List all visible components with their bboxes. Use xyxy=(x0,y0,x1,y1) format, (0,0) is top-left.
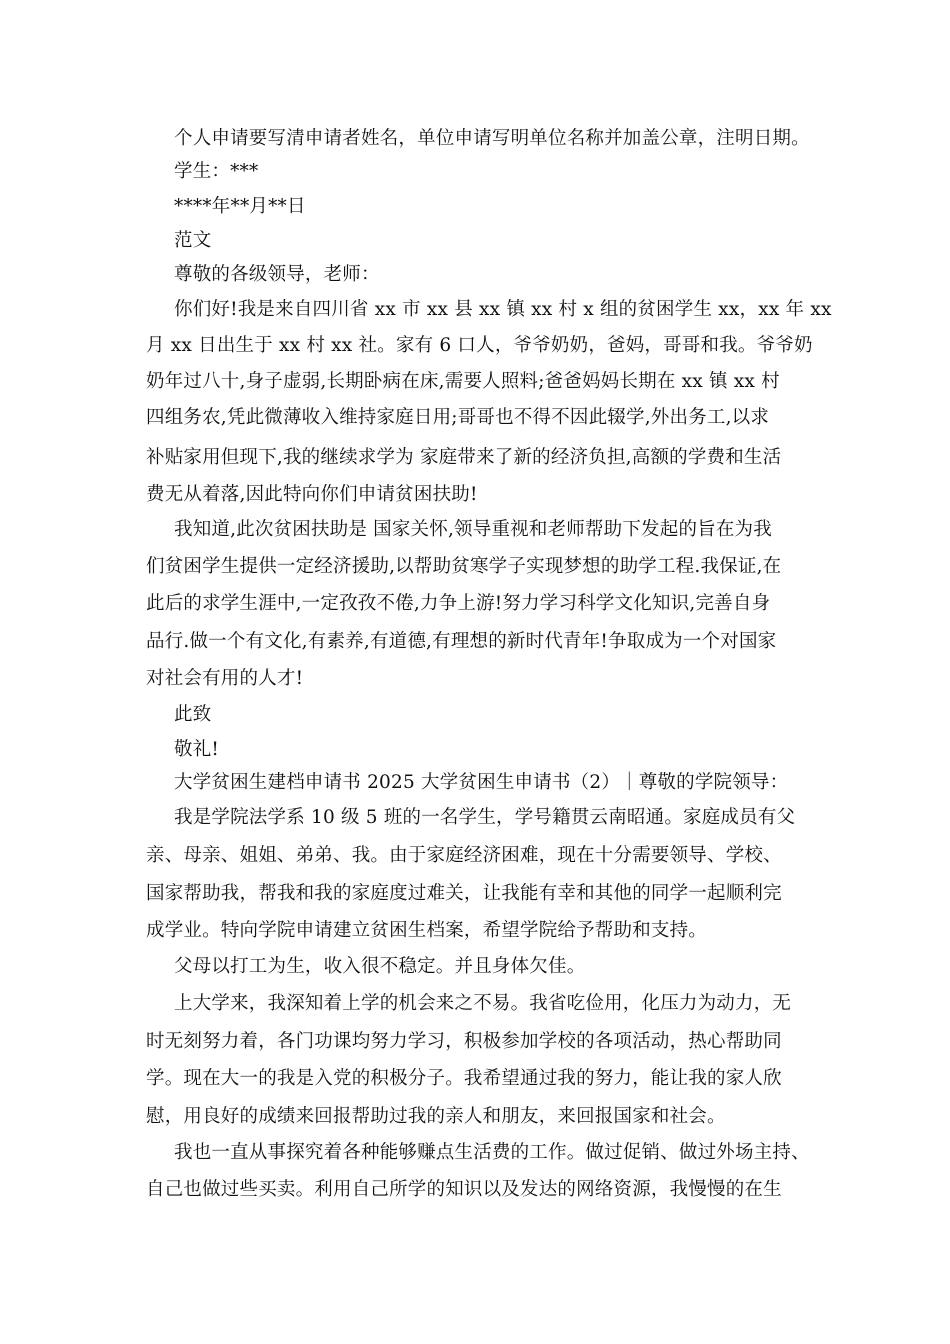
text-line: 敬礼! xyxy=(174,739,220,760)
text-line: 上大学来，我深知着上学的机会来之不易。我省吃俭用，化压力为动力，无 xyxy=(174,993,792,1014)
text-line: 品行.做一个有文化,有素养,有道德,有理想的新时代青年!争取成为一个对国家 xyxy=(146,631,777,652)
text-line: 学。现在大一的我是入党的积极分子。我希望通过我的努力，能让我的家人欣 xyxy=(146,1068,782,1089)
text-line: 学生：*** xyxy=(174,161,259,182)
text-line: 对社会有用的人才! xyxy=(146,668,304,689)
text-line: 奶年过八十,身子虚弱,长期卧病在床,需要人照料;爸爸妈妈长期在 xx 镇 xx 村 xyxy=(146,371,780,392)
section-heading: 大学贫困生建档申请书 2025 大学贫困生申请书（2）｜尊敬的学院领导： xyxy=(174,772,789,793)
text-line: 费无从着落,因此特向你们申请贫困扶助! xyxy=(146,484,478,505)
text-line: 父母以打工为生，收入很不稳定。并且身体欠佳。 xyxy=(174,956,586,977)
text-line: 我也一直从事探究着各种能够赚点生活费的工作。做过促销、做过外场主持、 xyxy=(174,1142,810,1163)
text-line: 们贫困学生提供一定经济援助,以帮助贫寒学子实现梦想的助学工程.我保证,在 xyxy=(146,556,782,577)
text-line: 此后的求学生涯中,一定孜孜不倦,力争上游!努力学习科学文化知识,完善自身 xyxy=(146,593,771,614)
text-line: 此致 xyxy=(174,704,212,725)
text-line: 四组务农,凭此微薄收入维持家庭日用;哥哥也不得不因此辍学,外出务工,以求 xyxy=(146,407,770,428)
text-line: 成学业。特向学院申请建立贫困生档案，希望学院给予帮助和支持。 xyxy=(146,920,708,941)
text-line: 时无刻努力着，各门功课均努力学习，积极参加学校的各项活动，热心帮助同 xyxy=(146,1031,782,1052)
text-line: 我是学院法学系 10 级 5 班的一名学生，学号籍贯云南昭通。家庭成员有父 xyxy=(174,807,796,828)
text-line: 亲、母亲、姐姐、弟弟、我。由于家庭经济困难，现在十分需要领导、学校、 xyxy=(146,845,782,866)
text-line: 月 xx 日出生于 xx 村 xx 社。家有 6 口人，爷爷奶奶，爸妈，哥哥和我。爷爷奶 xyxy=(146,335,813,356)
text-line: 尊敬的各级领导，老师： xyxy=(174,264,380,285)
text-line: 你们好!我是来自四川省 xx 市 xx 县 xx 镇 xx 村 x 组的贫困学生 xx，xx 年 xx xyxy=(174,299,832,320)
text-line: 范文 xyxy=(174,230,212,251)
text-line: 慰，用良好的成绩来回报帮助过我的亲人和朋友，来回报国家和社会。 xyxy=(146,1106,726,1127)
text-line: 补贴家用但现下,我的继续求学为 家庭带来了新的经济负担,高额的学费和生活 xyxy=(146,447,782,468)
text-line: 个人申请要写清申请者姓名，单位申请写明单位名称并加盖公章，注明日期。 xyxy=(174,128,810,149)
text-line: 国家帮助我，帮我和我的家庭度过难关，让我能有幸和其他的同学一起顺利完 xyxy=(146,883,782,904)
text-line: 自己也做过些买卖。利用自己所学的知识以及发达的网络资源，我慢慢的在生 xyxy=(146,1179,782,1200)
text-line: 我知道,此次贫困扶助是 国家关怀,领导重视和老师帮助下发起的旨在为我 xyxy=(174,519,772,540)
text-line: ****年**月**日 xyxy=(174,196,306,217)
